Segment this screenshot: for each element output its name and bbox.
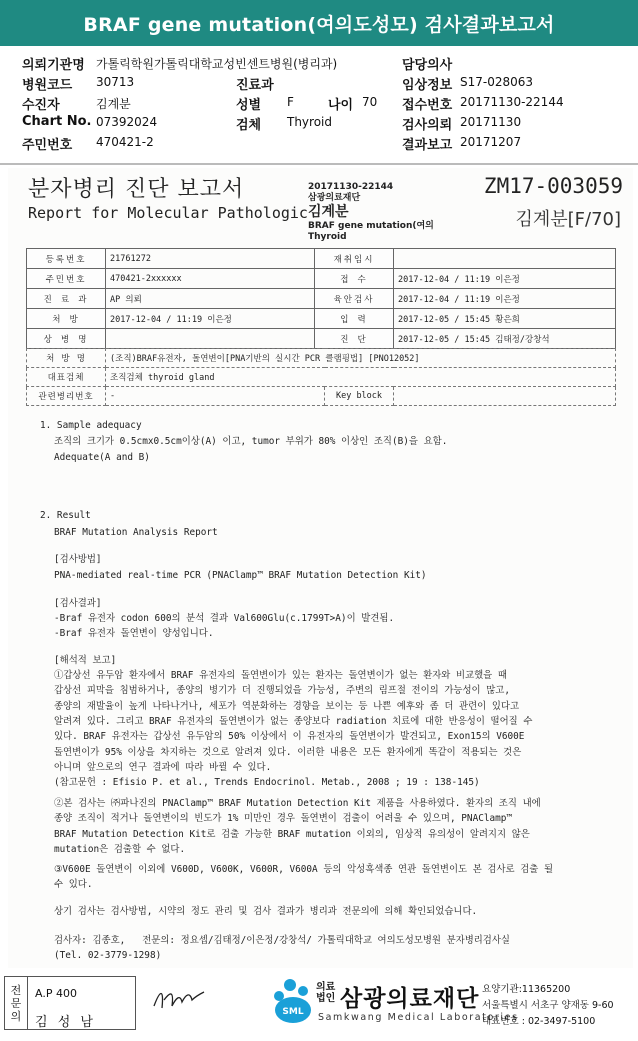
paragraph-line: ②본 검사는 ㈜파나진의 PNAClamp™ BRAF Mutation Detection Kit 제품을 사용하였다. 환자의 조직 내에 [54, 798, 541, 809]
table-label-cell: 진 료 과 [27, 289, 106, 309]
paragraph-line: 갑상선 피막을 침범하거나, 종양의 병기가 더 진행되었을 가능성, 주변의 림프절 전이의 가능성이 많고, [54, 685, 510, 697]
req-org-value: 가톨릭학원가톨릭대학교성빈센트병원(병리과) [96, 57, 338, 71]
paragraph-line: ③V600E 돌연변이 이외에 V600D, V600K, V600R, V600A 등의 악성흑색종 연관 돌연변이도 본 검사로 검출 될 [54, 864, 554, 875]
spec-label: 대표검체 [27, 368, 106, 387]
table-label-cell: 상 병 명 [27, 329, 106, 349]
result-heading: [검사결과] [54, 598, 102, 609]
label-receipt-no: 20171130-22144 [308, 182, 394, 192]
hosp-code-value: 30713 [96, 75, 135, 89]
doctor-vertical-label [5, 977, 28, 1029]
staff-line1: 검사자: 김종호, 전문의: 정요셉/김태정/이은정/강창석/ 가톨릭대학교 여의도성모병원 분자병리검사실 [54, 935, 510, 946]
method-value: PNA-mediated real-time PCR (PNAClamp™ BRAF Mutation Detection Kit) [54, 570, 427, 581]
table-value-cell: 2017-12-05 / 15:45 황은희 [394, 309, 616, 329]
report-title-korean: 분자병리 진단 보고서 [28, 177, 245, 202]
org-license-no: 요양기관:11365200 [482, 984, 571, 995]
ap-number: A.P 400 [35, 987, 77, 1000]
table-value-cell: 2017-12-04 / 11:19 이은정 [106, 309, 315, 329]
report-title: BRAF gene mutation(여의도성모) 검사결과보고서 [83, 13, 555, 36]
rrn-value: 470421-2 [96, 135, 154, 149]
spec-value: 조직검체 thyroid gland [106, 368, 616, 387]
staff-line2: (Tel. 02-3779-1298) [54, 950, 162, 961]
table-label-cell: 입 력 [315, 309, 394, 329]
paragraph-line: (참고문헌 : Efisio P. et al., Trends Endocrinol. Metab., 2008 ; 19 : 138-145) [54, 777, 480, 789]
table-row [27, 368, 616, 387]
handwritten-signature [150, 984, 206, 1014]
vertical-char: 문 [10, 996, 22, 1010]
req-date-label: 검사의뢰 [402, 118, 453, 133]
paragraph-line: 돌연변이가 95% 이상을 차지하는 것으로 알려져 있다. 이러한 내용은 모든 환자에게 똑같이 적용되는 것은 [54, 746, 522, 758]
table-value-cell: AP 의뢰 [106, 289, 315, 309]
vertical-char: 전 [10, 983, 22, 997]
req-org-label: 의뢰기관명 [22, 58, 85, 73]
patient-value: 김계분 [96, 97, 131, 111]
label-patient-name: 김계분 [308, 204, 349, 220]
paragraph-line: 아니며 앞으로의 연구 결과에 따라 바뀔 수 있다. [54, 761, 272, 773]
table-row [27, 249, 616, 269]
table-value-cell [394, 249, 616, 269]
related-value: - [106, 387, 325, 406]
confirm-text: 상기 검사는 검사방법, 시약의 정도 관리 및 검사 결과가 병리과 전문의에 의해 확인되었습니다. [54, 906, 478, 917]
org-prefix-line: 법인 [316, 993, 336, 1004]
report-title-bar [0, 0, 638, 46]
key-block-value [394, 387, 616, 406]
clinical-value: S17-028063 [460, 75, 534, 89]
registration-table [26, 248, 616, 349]
org-address: 서울특별시 서초구 양재동 9-60 [482, 1000, 614, 1011]
dept-label: 진료과 [236, 78, 274, 93]
specimen-label-sticker [308, 182, 434, 243]
doctor-label: 담당의사 [402, 58, 453, 73]
table-value-cell: 470421-2xxxxxx [106, 269, 315, 289]
label-org: 삼광의료재단 [308, 193, 361, 203]
table-label-cell: 처 방 [27, 309, 106, 329]
footer [0, 972, 638, 1041]
table-row [27, 329, 616, 349]
key-block-label: Key block [325, 387, 394, 406]
result-line1: -Braf 유전자 codon 600의 분석 결과 Val600Glu(c.1799T>A)이 발견됨. [54, 613, 395, 624]
table-value-cell: 2017-12-05 / 15:45 김태정/강창석 [394, 329, 616, 349]
table-value-cell: 2017-12-04 / 11:19 이은정 [394, 289, 616, 309]
chart-value: 07392024 [96, 115, 158, 129]
section2-subtitle: BRAF Mutation Analysis Report [54, 527, 218, 538]
paragraph-line: mutation은 검출할 수 없다. [54, 843, 186, 855]
receipt-value: 20171130-22144 [460, 95, 564, 109]
report-id: ZM17-003059 [483, 174, 623, 198]
paragraph-line: 수 있다. [54, 879, 93, 891]
org-phone: 대표번호 : 02-3497-5100 [482, 1016, 596, 1027]
age-value: 70 [362, 95, 378, 109]
label-specimen: Thyroid [308, 232, 347, 242]
section1-title: 1. Sample adequacy [40, 420, 142, 431]
prescription-table [26, 348, 616, 406]
paragraph-line: 종양의 재발율이 높게 나타나거나, 세포가 역분화하는 경향을 보이는 등 나쁜 예후와 좀 더 관련이 있다고 [54, 700, 520, 712]
label-test-name: BRAF gene mutation(여의 [308, 221, 434, 231]
section1-line1: 조직의 크기가 0.5cmx0.5cm이상(A) 이고, tumor 부위가 80% 이상인 조직(B)을 요함. [54, 436, 448, 447]
table-label-cell: 등록번호 [27, 249, 106, 269]
doctor-signature-box [4, 976, 136, 1030]
req-date-value: 20171130 [460, 115, 522, 129]
interp-heading: [해석적 보고] [54, 655, 117, 666]
table-label-cell: 재취임시 [315, 249, 394, 269]
paragraph-line: ①갑상선 유두암 환자에서 BRAF 유전자의 돌연변이가 있는 환자는 돌연변이가 없는 환자와 비교했을 때 [54, 670, 507, 681]
result-date-label: 결과보고 [402, 138, 453, 153]
patient-label: 수진자 [22, 98, 60, 113]
table-value-cell: 2017-12-04 / 11:19 이은정 [394, 269, 616, 289]
vertical-char: 의 [10, 1009, 22, 1023]
org-contact [482, 982, 614, 1030]
hosp-code-label: 병원코드 [22, 78, 73, 93]
table-label-cell: 육안검사 [315, 289, 394, 309]
header-separator [0, 163, 638, 165]
specimen-value: Thyroid [287, 115, 332, 129]
table-row [27, 289, 616, 309]
rx-label: 처 방 명 [27, 349, 106, 368]
report-patient: 김계분[F/70] [515, 209, 621, 230]
doctor-name: 김 성 남 [35, 1015, 96, 1030]
paragraph-line: 알려져 있다. 그리고 BRAF 유전자의 돌연변이가 없는 종양보다 radiation 치료에 대한 반응성이 떨어질 수 [54, 715, 533, 727]
table-label-cell: 주민번호 [27, 269, 106, 289]
method-heading: [검사방법] [54, 554, 102, 565]
table-label-cell: 접 수 [315, 269, 394, 289]
section1-line2: Adequate(A and B) [54, 452, 150, 463]
paragraph-line: BRAF Mutation Detection Kit로 검출 가능한 BRAF mutation 이외의, 임상적 유의성이 알려지지 않은 [54, 828, 530, 840]
result-date-value: 20171207 [460, 135, 522, 149]
table-value-cell [106, 329, 315, 349]
scanned-report [8, 168, 633, 968]
chart-label: Chart No. [22, 114, 92, 129]
rrn-label: 주민번호 [22, 138, 73, 153]
result-line2: -Braf 유전자 돌연변이 양성입니다. [54, 628, 214, 639]
rx-value: (조직)BRAF유전자, 돌연변이[PNA기반의 실시간 PCR 클램핑법] [PNO12052] [106, 349, 616, 368]
paragraph-line: 종양 조직이 적거나 돌연변이의 빈도가 1% 미만인 경우 돌연변이 검출이 어려울 수 있으며, PNAClamp™ [54, 813, 513, 825]
org-english-name: Samkwang Medical Laboratories [318, 1012, 519, 1023]
sex-value: F [287, 95, 294, 109]
header-info [0, 50, 638, 162]
table-row [27, 387, 616, 406]
sex-label: 성별 [236, 98, 262, 113]
table-label-cell: 진 단 [315, 329, 394, 349]
age-label: 나이 [328, 98, 354, 113]
table-row [27, 309, 616, 329]
clinical-label: 임상정보 [402, 78, 453, 93]
section2-title: 2. Result [40, 510, 91, 521]
related-label: 관련병리번호 [27, 387, 106, 406]
receipt-label: 접수번호 [402, 98, 453, 113]
logo-text: SML [282, 1007, 304, 1017]
table-value-cell: 21761272 [106, 249, 315, 269]
org-name: 삼광의료재단 [340, 986, 480, 1012]
org-prefix [316, 982, 335, 1004]
table-row [27, 269, 616, 289]
specimen-label: 검체 [236, 118, 262, 133]
table-row [27, 349, 616, 368]
report-title-english: Report for Molecular Pathologic [28, 204, 308, 222]
sml-logo-icon [270, 976, 316, 1028]
paragraph-line: 있다. BRAF 유전자는 갑상선 유두암의 50% 이상에서 이 유전자의 돌연변이가 발견되고, Exon15의 V600E [54, 731, 525, 743]
org-prefix-line: 의료 [316, 982, 336, 993]
